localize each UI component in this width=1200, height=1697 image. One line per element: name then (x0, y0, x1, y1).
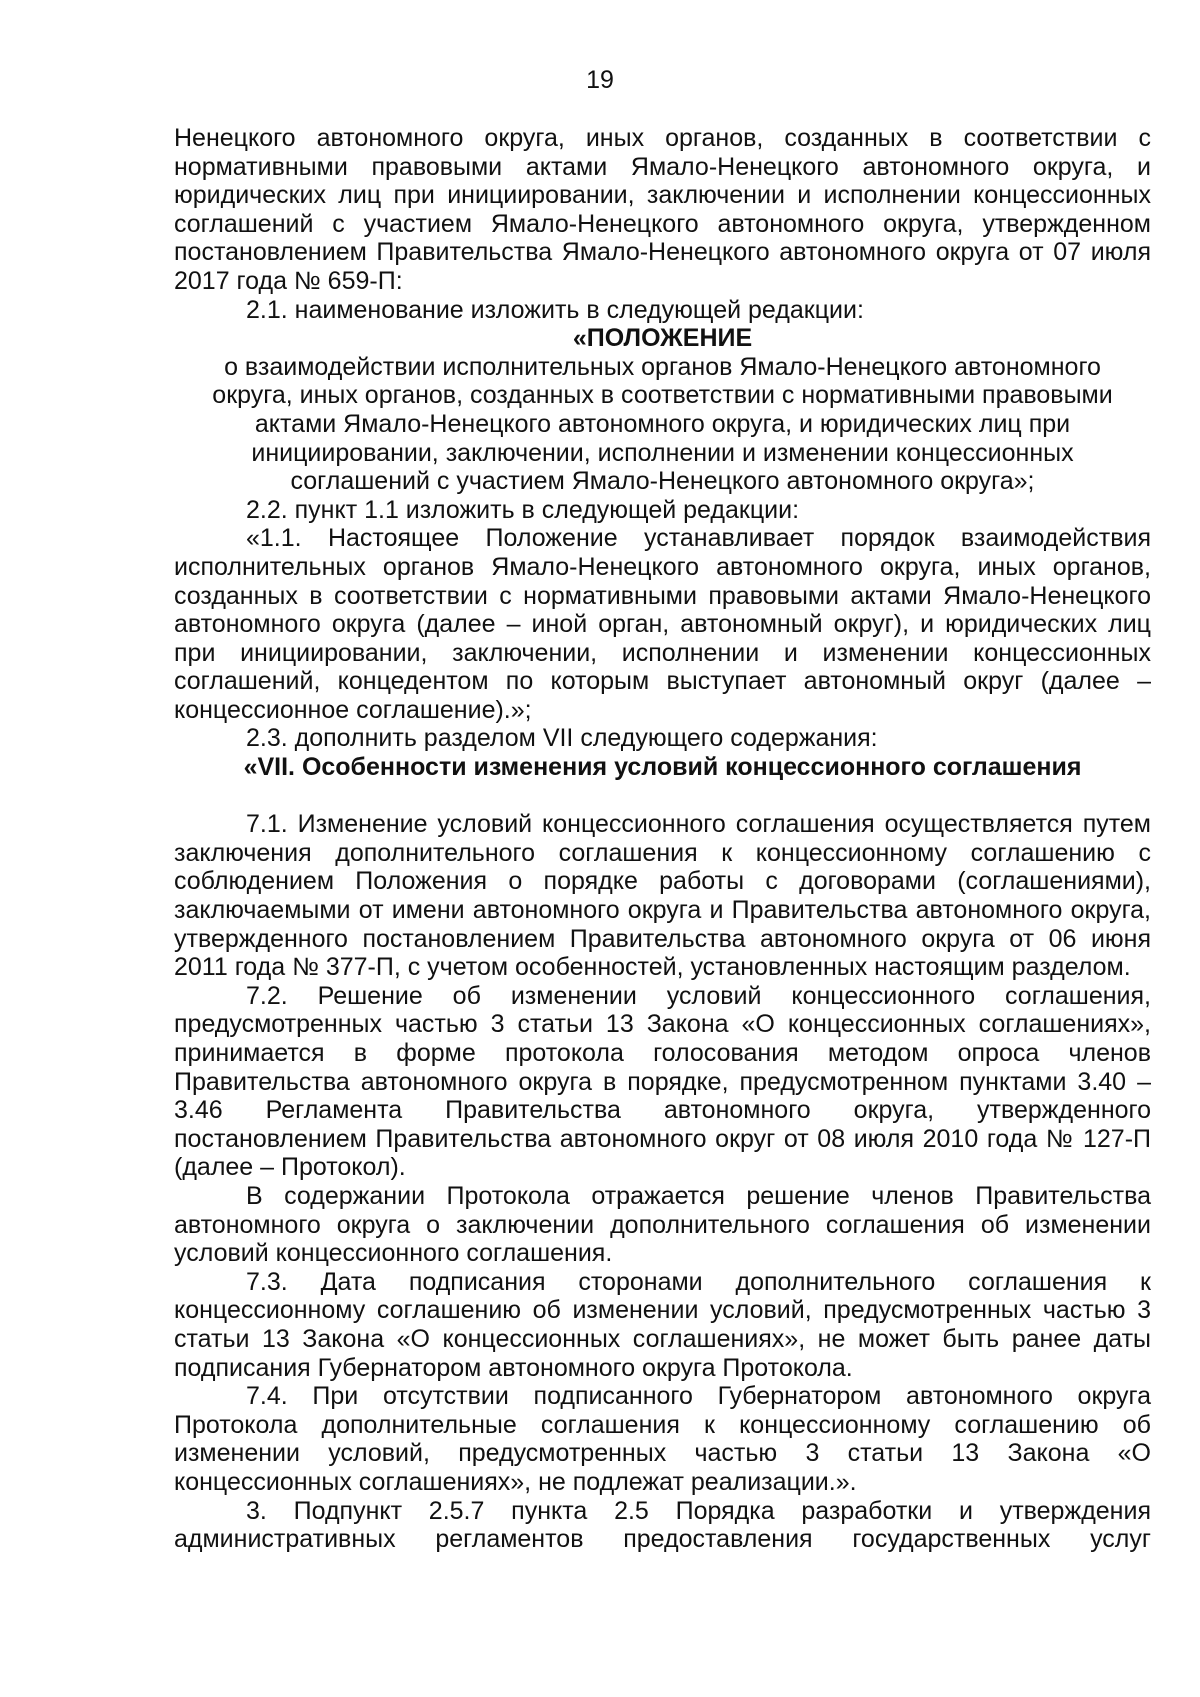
paragraph-item-7-3: 7.3. Дата подписания сторонами дополнительного соглашения к концессионному соглашению об изменении условий, предусмотренных частью 3 статьи 13 Закона «О концессионных соглашениях», не может быть ранее даты подписания Губернатором автономного округа Протокола. (174, 1267, 1151, 1382)
document-body (174, 124, 1151, 1554)
paragraph-intro: Ненецкого автономного округа, иных органов, созданных в соответствии с нормативными правовыми актами Ямало-Ненецкого автономного округа, и юридических лиц при инициировании, заключении и исполнении концессионных соглашений с участием Ямало-Ненецкого автономного округа, утвержденном постановлением Правительства Ямало-Ненецкого автономного округа от 07 июля 2017 года № 659-П: (174, 124, 1151, 295)
paragraph-item-2-2: 2.2. пункт 1.1 изложить в следующей редакции: (246, 495, 800, 524)
paragraph-item-1-1: «1.1. Настоящее Положение устанавливает порядок взаимодействия исполнительных органов Ямало-Ненецкого автономного округа, иных органов, созданных в соответствии с нормативными правовыми актами Ямало-Ненецкого автономного округа (далее – иной орган, автономный округ), и юридических лиц при инициировании, заключении, исполнении и изменении концессионных соглашений, концедентом по которым выступает автономный округ (далее – концессионное соглашение).»; (174, 524, 1151, 724)
paragraph-item-2-1: 2.1. наименование изложить в следующей редакции: (246, 295, 864, 324)
section-vii-title: «VII. Особенности изменения условий концессионного соглашения (243, 753, 1082, 782)
paragraph-item-7-2-b: В содержании Протокола отражается решение членов Правительства автономного округа о заключении дополнительного соглашения об изменении условий концессионного соглашения. (174, 1181, 1151, 1268)
page-number: 19 (586, 66, 614, 94)
paragraph-item-7-1: 7.1. Изменение условий концессионного соглашения осуществляется путем заключения дополнительного соглашения к концессионному соглашению с соблюдением Положения о порядке работы с договорами (соглашениями), заключаемыми от имени автономного округа и Правительства автономного округа, утвержденного постановлением Правительства автономного округа от 06 июня 2011 года № 377-П, с учетом особенностей, установленных настоящим разделом. (174, 810, 1151, 982)
paragraph-item-2-3: 2.3. дополнить разделом VII следующего содержания: (246, 724, 878, 753)
paragraph-item-7-2: 7.2. Решение об изменении условий концессионного соглашения, предусмотренных частью 3 статьи 13 Закона «О концессионных соглашениях», принимается в форме протокола голосования методом опроса членов Правительства автономного округа в порядке, предусмотренном пунктами 3.40 – 3.46 Регламента Правительства автономного округа, утвержденного постановлением Правительства автономного округ от 08 июля 2010 года № 127-П (далее – Протокол). (174, 981, 1151, 1182)
paragraph-item-7-4: 7.4. При отсутствии подписанного Губернатором автономного округа Протокола дополнительные соглашения к концессионному соглашению об изменении условий, предусмотренных частью 3 статьи 13 Закона «О концессионных соглашениях», не подлежат реализации.». (174, 1382, 1151, 1496)
polozhenie-subtitle: о взаимодействии исполнительных органов Ямало-Ненецкого автономного округа, иных органов, созданных в соответствии с нормативными правовыми актами Ямало-Ненецкого автономного округа, и юридических лиц при инициировании, заключении, исполнении и изменении концессионных соглашений с участием Ямало-Ненецкого автономного округа»; (212, 352, 1113, 496)
paragraph-item-3: 3. Подпункт 2.5.7 пункта 2.5 Порядка разработки и утверждения административных регламентов предоставления государственных услуг (174, 1496, 1151, 1554)
polozhenie-title: «ПОЛОЖЕНИЕ (572, 324, 753, 353)
